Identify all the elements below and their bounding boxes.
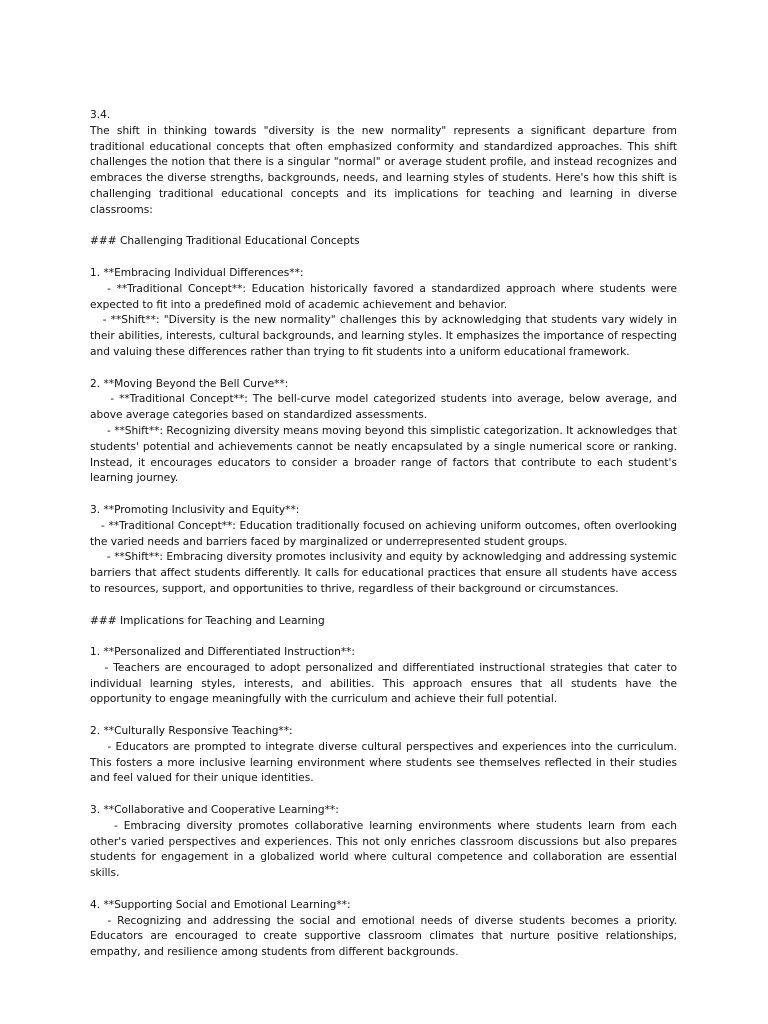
section-heading-implications: ### Implications for Teaching and Learning bbox=[90, 614, 325, 627]
challenge-title: 1. **Embracing Individual Differences**: bbox=[90, 266, 304, 279]
challenge-shift: - **Shift**: Embracing diversity promotes inclusivity and equity by acknowledging and addressing systemic barriers that affect students differently. It calls for educational practices that ensure all students have access to resources, support, and opportunities to thrive, regardless of their background or circumstances. bbox=[90, 551, 681, 595]
implication-title: 4. **Supporting Social and Emotional Learning**: bbox=[90, 898, 351, 911]
challenge-traditional: - **Traditional Concept**: The bell-curve model categorized students into average, below average, and above average categories based on standardized assessments. bbox=[90, 393, 681, 422]
challenge-title: 3. **Promoting Inclusivity and Equity**: bbox=[90, 503, 300, 516]
spacer bbox=[90, 629, 677, 645]
implication-body: - Embracing diversity promotes collaborative learning environments where students learn from each other's varied perspectives and experiences. This not only enriches classroom discussions but also prepares students for engagement in a globalized world where cultural competence and collaboration are essential skills. bbox=[90, 819, 681, 880]
spacer bbox=[90, 219, 677, 235]
intro-paragraph: The shift in thinking towards "diversity is the new normality" represents a significant departure from traditional educational concepts that often emphasized conformity and standardized approaches. This shift challenges the notion that there is a singular "normal" or average student profile, and instead recognizes and embraces the diverse strengths, backgrounds, needs, and learning styles of students. Here's how this shift is challenging traditional educational concepts and its implications for teaching and learning in diverse classrooms: bbox=[90, 124, 681, 216]
spacer bbox=[90, 250, 677, 266]
spacer bbox=[90, 487, 677, 503]
implication-title: 3. **Collaborative and Cooperative Learning**: bbox=[90, 804, 339, 817]
spacer bbox=[90, 598, 677, 614]
spacer bbox=[90, 708, 677, 724]
implication-title: 1. **Personalized and Differentiated Instruction**: bbox=[90, 646, 355, 659]
spacer bbox=[90, 361, 677, 377]
section-number: 3.4. bbox=[90, 109, 111, 121]
document-page bbox=[90, 108, 681, 961]
challenge-traditional: - **Traditional Concept**: Education traditionally focused on achieving uniform outcomes, often overlooking the varied needs and barriers faced by marginalized or underrepresented student groups. bbox=[90, 519, 681, 548]
section-heading-challenges: ### Challenging Traditional Educational Concepts bbox=[90, 235, 360, 248]
spacer bbox=[90, 787, 677, 803]
implication-title: 2. **Culturally Responsive Teaching**: bbox=[90, 725, 293, 738]
spacer bbox=[90, 882, 677, 898]
challenge-shift: - **Shift**: "Diversity is the new normality" challenges this by acknowledging that students vary widely in their abilities, interests, cultural backgrounds, and learning styles. It emphasizes the importance of respecting and valuing these differences rather than trying to fit students into a uniform educational framework. bbox=[90, 314, 681, 358]
implication-body: - Recognizing and addressing the social and emotional needs of diverse students becomes a priority. Educators are encouraged to create supportive classroom climates that nurture positive relationships, empathy, and resilience among students from different backgrounds. bbox=[90, 914, 681, 959]
challenge-shift: - **Shift**: Recognizing diversity means moving beyond this simplistic categorization. It acknowledges that students' potential and achievements cannot be neatly encapsulated by a single numerical score or ranking. Instead, it encourages educators to consider a broader range of factors that contribute to each student's learning journey. bbox=[90, 424, 681, 485]
challenge-title: 2. **Moving Beyond the Bell Curve**: bbox=[90, 377, 289, 390]
implication-body: - Teachers are encouraged to adopt personalized and differentiated instructional strategies that cater to individual learning styles, interests, and abilities. This approach ensures that all students have the opportunity to engage meaningfully with the curriculum and achieve their full potential. bbox=[90, 661, 681, 706]
challenge-traditional: - **Traditional Concept**: Education historically favored a standardized approach where students were expected to fit into a predefined mold of academic achievement and behavior. bbox=[90, 282, 681, 311]
implication-body: - Educators are prompted to integrate diverse cultural perspectives and experiences into the curriculum. This fosters a more inclusive learning environment where students see themselves reflected in their studies and feel valued for their unique identities. bbox=[90, 740, 681, 785]
